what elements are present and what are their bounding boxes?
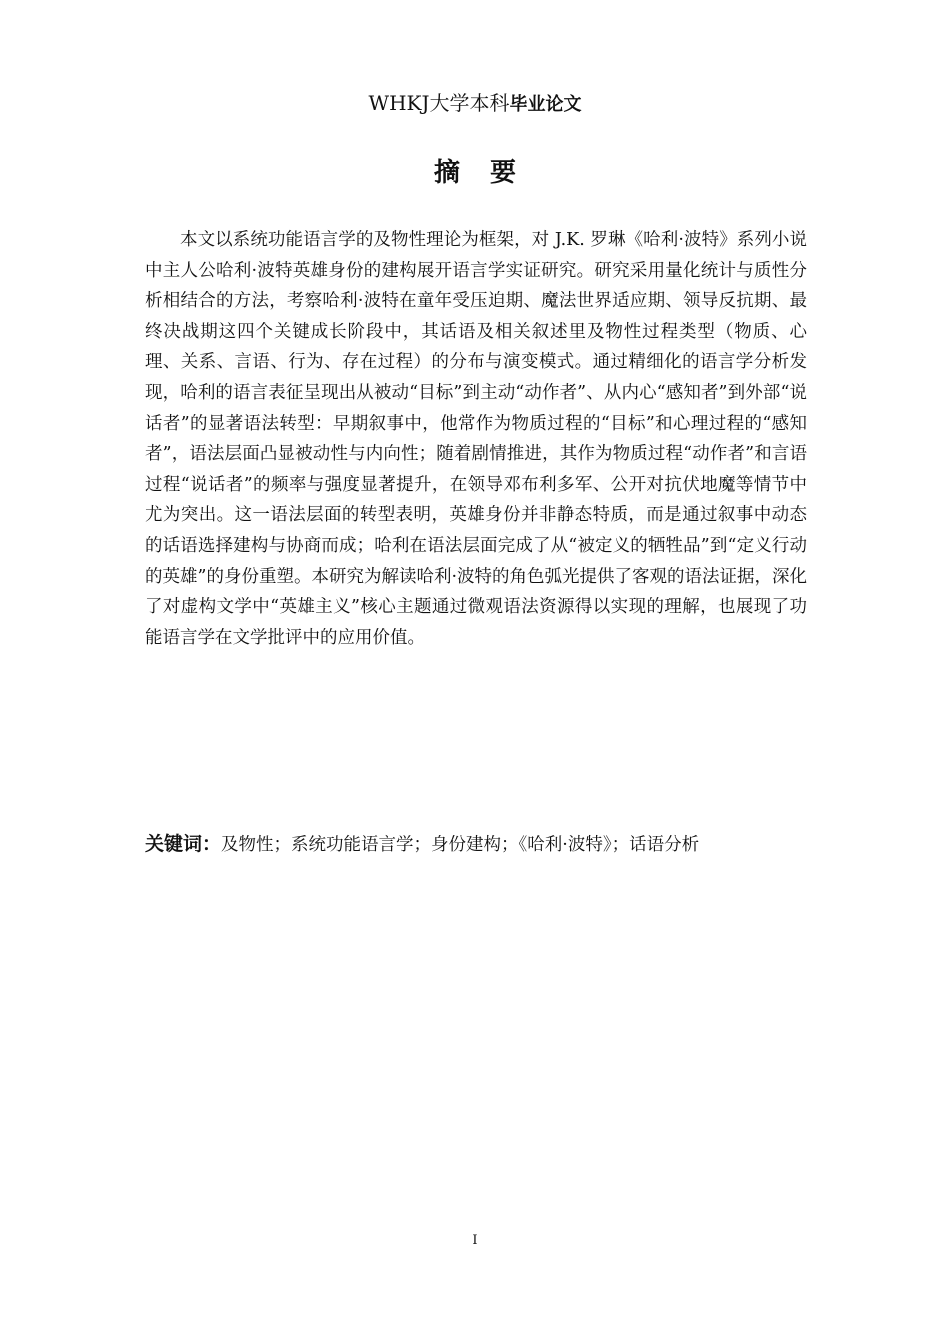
keywords-line: [145, 826, 845, 863]
keyword-item: 身份建构；: [431, 835, 519, 855]
keyword-item: 《哈利·波特》；: [518, 835, 630, 855]
keywords-label: 关键词：: [145, 833, 222, 855]
running-header: [0, 88, 950, 120]
keyword-item: 话语分析: [629, 835, 700, 855]
abstract-title: 摘要: [433, 158, 546, 188]
abstract-body: 本文以系统功能语言学的及物性理论为框架，对 J.K. 罗琳《哈利·波特》系列小说中主人公哈利·波特英雄身份的建构展开语言学实证研究。研究采用量化统计与质性分析相结合的方法，考察哈利·波特在童年受压迫期、魔法世界适应期、领导反抗期、最终决战期这四个关键成长阶段中，其话语及相关叙述里及物性过程类型（物质、心理、关系、言语、行为、存在过程）的分布与演变模式。通过精细化的语言学分析发现，哈利的语言表征呈现出从被动“目标”到主动“动作者”、从内心“感知者”到外部“说话者”的显著语法转型：早期叙事中，他常作为物质过程的“目标”和心理过程的“感知者”，语法层面凸显被动性与内向性；随着剧情推进，其作为物质过程“动作者”和言语过程“说话者”的频率与强度显著提升，在领导邓布利多军、公开对抗伏地魔等情节中尤为突出。这一语法层面的转型表明，英雄身份并非静态特质，而是通过叙事中动态的话语选择建构与协商而成；哈利在语法层面完成了从“被定义的牺牲品”到“定义行动的英雄”的身份重塑。本研究为解读哈利·波特的角色弧光提供了客观的语法证据，深化了对虚构文学中“英雄主义”核心主题通过微观语法资源得以实现的理解，也展现了功能语言学在文学批评中的应用价值。: [145, 230, 808, 648]
keyword-item: 及物性；: [221, 835, 292, 855]
page-number: I: [472, 1233, 478, 1248]
keyword-item: 系统功能语言学；: [291, 835, 432, 855]
header-university: WHKJ大学本科: [368, 91, 510, 115]
header-thesis-type: 毕业论文: [509, 94, 582, 115]
